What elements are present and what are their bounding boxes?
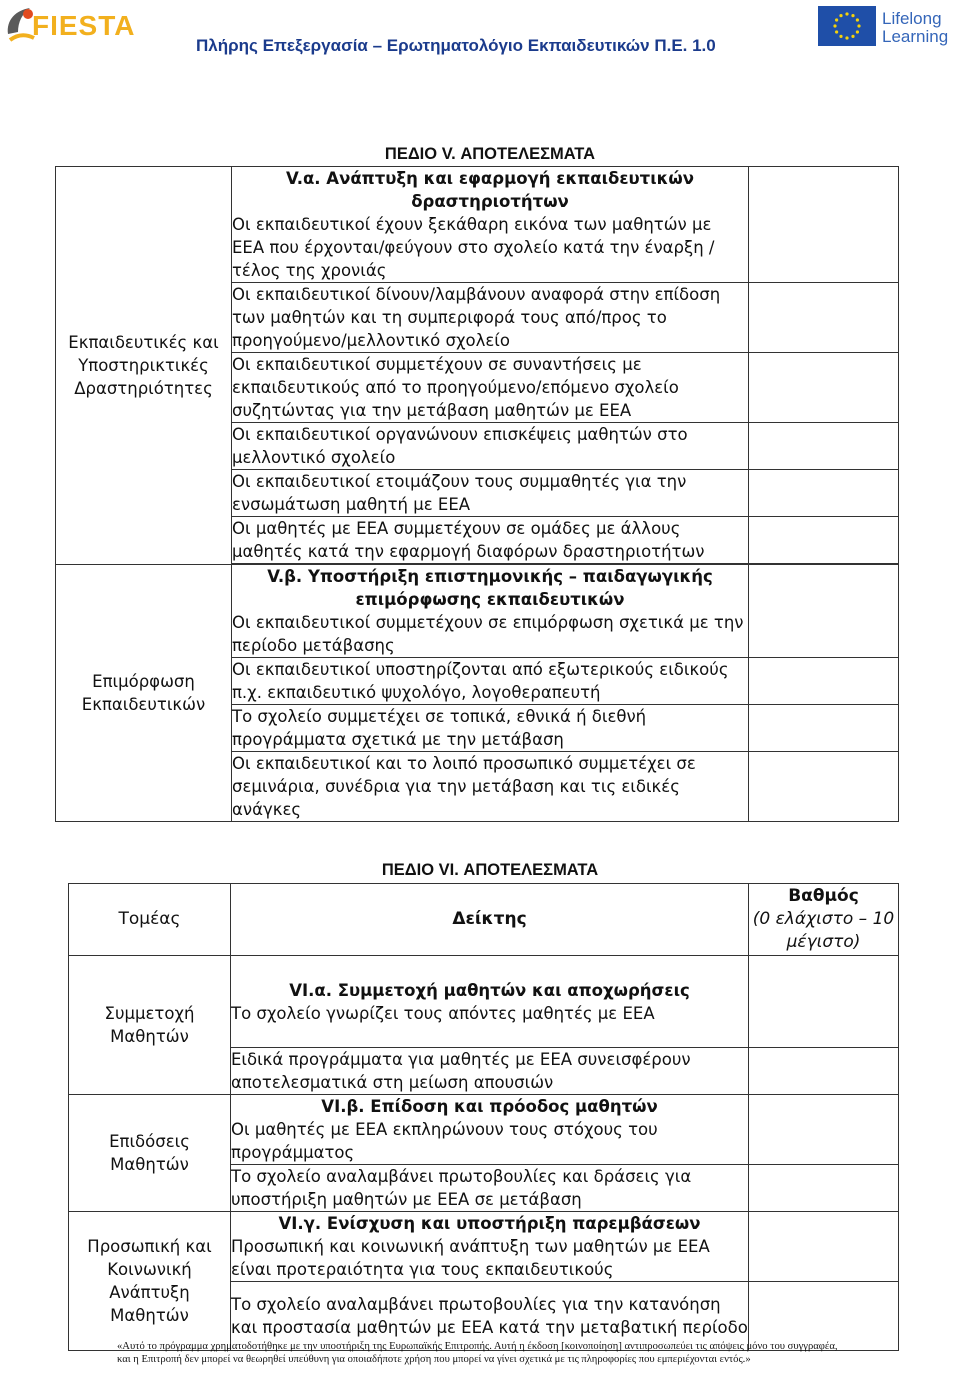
indicator-text: Το σχολείο αναλαμβάνει πρωτοβουλίες για την κατανόηση και προστασία μαθητών με ΕΕΑ κατά την μεταβατική περίοδο: [231, 1282, 749, 1351]
indicator-cell: [231, 1095, 749, 1165]
learning-word: Learning: [882, 27, 949, 46]
indicator-text: Οι εκπαιδευτικοί ετοιμάζουν τους συμμαθητές για την ενσωμάτωση μαθητή με ΕΕΑ: [232, 470, 749, 517]
column-header-indicator: Δείκτης: [231, 884, 749, 956]
grade-cell[interactable]: [749, 470, 899, 517]
section5-title: ΠΕΔΙΟ V. ΑΠΟΤΕΛΕΣΜΑΤΑ: [384, 145, 596, 163]
column-header-sector: Τομέας: [69, 884, 231, 956]
section6-title: ΠΕΔΙΟ VI. ΑΠΟΤΕΛΕΣΜΑΤΑ: [381, 861, 599, 879]
lifelong-learning-logo: [818, 6, 958, 50]
indicator-cell: [232, 565, 749, 658]
grade-label: Βαθμός: [788, 886, 859, 906]
table-row: [69, 956, 899, 1048]
table-header-row: [69, 884, 899, 956]
indicator-text: Το σχολείο γνωρίζει τους απόντες μαθητές με ΕΕΑ: [231, 1003, 655, 1023]
indicator-cell: [231, 956, 749, 1048]
grade-cell[interactable]: [749, 1165, 899, 1212]
indicator-text: Οι μαθητές με ΕΕΑ εκπληρώνουν τους στόχους του προγράμματος: [231, 1120, 658, 1162]
indicator-text: Οι εκπαιδευτικοί έχουν ξεκάθαρη εικόνα των μαθητών με ΕΕΑ που έρχονται/φεύγουν στο σχολείο κατά την έναρξη /τέλος της χρονιάς: [232, 215, 715, 280]
lifelong-word: Lifelong: [882, 9, 942, 28]
grade-cell[interactable]: [749, 565, 899, 658]
sector-student-participation: Συμμετοχή Μαθητών: [69, 956, 231, 1095]
indicator-text: Οι εκπαιδευτικοί υποστηρίζονται από εξωτερικούς ειδικούς π.χ. εκπαιδευτικό ψυχολόγο, λογοθεραπευτή: [232, 658, 749, 705]
page-header: [0, 0, 960, 70]
document-title: Πλήρης Επεξεργασία – Ερωτηματολόγιο Εκπαιδευτικών Π.Ε. 1.0: [196, 36, 716, 55]
indicator-text: Οι εκπαιδευτικοί δίνουν/λαμβάνουν αναφορά στην επίδοση των μαθητών και τη συμπεριφορά τους από/προς το προηγούμενο/μελλοντικό σχολείο: [232, 283, 749, 353]
indicator-text: Οι μαθητές με ΕΕΑ συμμετέχουν σε ομάδες με άλλους μαθητές κατά την εφαρμογή διαφόρων δραστηριοτήτων: [232, 517, 749, 564]
subsection-title: VI.α. Συμμετοχή μαθητών και αποχωρήσεις: [289, 980, 690, 1000]
indicator-text: Το σχολείο συμμετέχει σε τοπικά, εθνικά ή διεθνή προγράμματα σχετικά με την μετάβαση: [232, 705, 749, 752]
grade-cell[interactable]: [749, 1048, 899, 1095]
sector-student-performance: Επιδόσεις Μαθητών: [69, 1095, 231, 1212]
column-header-grade: [749, 884, 899, 956]
grade-cell[interactable]: [749, 1095, 899, 1165]
subsection-title: V.α. Ανάπτυξη και εφαρμογή εκπαιδευτικών δραστηριοτήτων: [286, 169, 694, 211]
indicator-text: Οι εκπαιδευτικοί και το λοιπό προσωπικό συμμετέχει σε σεμινάρια, συνέδρια για την μετάβαση και τις ειδικές ανάγκες: [232, 752, 749, 822]
section5-table: [55, 166, 899, 822]
table-row: [56, 167, 899, 283]
grade-cell[interactable]: [749, 423, 899, 470]
indicator-cell: [232, 167, 749, 283]
subsection-title: VI.β. Επίδοση και πρόοδος μαθητών: [321, 1097, 658, 1116]
indicator-text: Ειδικά προγράμματα για μαθητές με ΕΕΑ συνεισφέρουν αποτελεσματικά στη μείωση απουσιών: [231, 1048, 749, 1095]
grade-cell[interactable]: [749, 1212, 899, 1282]
grade-range: (0 ελάχιστο – 10 μέγιστο): [752, 909, 895, 952]
eu-flag-icon: [818, 6, 876, 46]
section6-table: [68, 883, 899, 1351]
funding-disclaimer: «Αυτό το πρόγραμμα χρηματοδοτήθηκε με την υποστήριξη της Ευρωπαϊκής Επιτροπής. Αυτή η έκδοση [κοινοποίηση] αντιπροσωπεύει τις απόψεις μόνο του συγγραφέα, και η Επιτροπή δεν μπορεί να θεωρηθεί υπεύθυνη για οποιαδήποτε χρήση που μπορεί να γίνει σχετικά με τις πληροφορίες που εμπεριέχονται εντός.»: [117, 1341, 838, 1365]
grade-cell[interactable]: [749, 705, 899, 752]
grade-cell[interactable]: [749, 752, 899, 822]
indicator-text: Προσωπική και κοινωνική ανάπτυξη των μαθητών με ΕΕΑ είναι προτεραιότητα για τους εκπαιδευτικούς: [231, 1237, 710, 1279]
table-row: [69, 1212, 899, 1282]
sector-educational-activities: Εκπαιδευτικές και Υποστηρικτικές Δραστηριότητες: [56, 167, 232, 565]
sector-personal-social-development: Προσωπική και Κοινωνική Ανάπτυξη Μαθητών: [69, 1212, 231, 1351]
subsection-title: VI.γ. Ενίσχυση και υποστήριξη παρεμβάσεων: [278, 1214, 701, 1233]
grade-cell[interactable]: [749, 283, 899, 353]
table-row: [56, 565, 899, 658]
indicator-cell: [231, 1212, 749, 1282]
sector-teacher-training: Επιμόρφωση Εκπαιδευτικών: [56, 565, 232, 822]
subsection-title: V.β. Υποστήριξη επιστημονικής – παιδαγωγικής επιμόρφωσης εκπαιδευτικών: [267, 567, 713, 609]
indicator-text: Οι εκπαιδευτικοί συμμετέχουν σε συναντήσεις με εκπαιδευτικούς από το προηγούμενο/επόμενο σχολείο συζητώντας για την μετάβαση μαθητών με ΕΕΑ: [232, 353, 749, 423]
table-row: [69, 1095, 899, 1165]
grade-cell[interactable]: [749, 167, 899, 283]
fiesta-wordmark: FIESTA: [32, 10, 136, 41]
grade-cell[interactable]: [749, 353, 899, 423]
fiesta-logo: [4, 4, 144, 48]
indicator-text: Οι εκπαιδευτικοί οργανώνουν επισκέψεις μαθητών στο μελλοντικό σχολείο: [232, 423, 749, 470]
indicator-text: Οι εκπαιδευτικοί συμμετέχουν σε επιμόρφωση σχετικά με την περίοδο μετάβασης: [232, 613, 744, 655]
grade-cell[interactable]: [749, 658, 899, 705]
grade-cell[interactable]: [749, 517, 899, 564]
indicator-text: Το σχολείο αναλαμβάνει πρωτοβουλίες και δράσεις για υποστήριξη μαθητών με ΕΕΑ σε μετάβαση: [231, 1165, 749, 1212]
grade-cell[interactable]: [749, 956, 899, 1048]
